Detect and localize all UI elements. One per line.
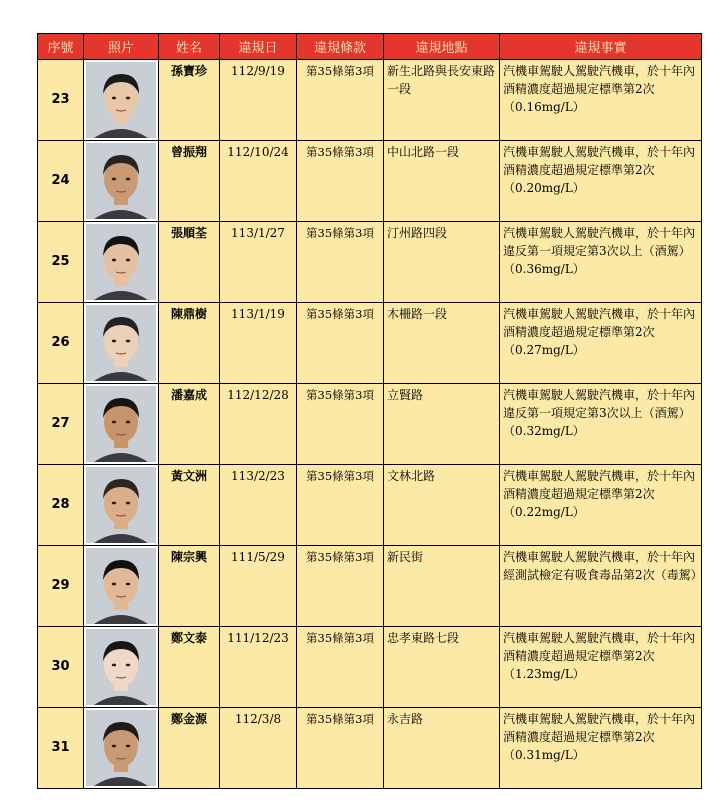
row-seq: 23 (38, 60, 84, 141)
row-seq: 25 (38, 222, 84, 303)
portrait-photo (86, 224, 156, 300)
row-seq: 28 (38, 465, 84, 546)
row-photo (84, 141, 159, 222)
row-fact: 汽機車駕駛人駕駛汽機車，於十年內酒精濃度超過規定標準第2次（0.20mg/L） (500, 141, 702, 222)
table-body (38, 60, 702, 789)
row-fact: 汽機車駕駛人駕駛汽機車，於十年內酒精濃度超過規定標準第2次（0.27mg/L） (500, 303, 702, 384)
row-date: 113/1/27 (220, 222, 297, 303)
row-name: 張順荃 (159, 222, 220, 303)
portrait-photo (86, 467, 156, 543)
row-fact: 汽機車駕駛人駕駛汽機車，於十年內酒精濃度超過規定標準第2次（1.23mg/L） (500, 627, 702, 708)
portrait-photo (86, 548, 156, 624)
row-name: 黃文洲 (159, 465, 220, 546)
row-seq: 27 (38, 384, 84, 465)
row-name: 鄭文泰 (159, 627, 220, 708)
row-seq: 26 (38, 303, 84, 384)
row-location: 新民街 (384, 546, 500, 627)
violations-table (37, 33, 702, 789)
table-row (38, 384, 702, 465)
table-row (38, 708, 702, 789)
row-location: 木柵路一段 (384, 303, 500, 384)
row-fact: 汽機車駕駛人駕駛汽機車，於十年內違反第一項規定第3次以上（酒駕）（0.32mg/L） (500, 384, 702, 465)
portrait-photo (86, 62, 156, 138)
row-location: 忠孝東路七段 (384, 627, 500, 708)
row-name: 鄭金源 (159, 708, 220, 789)
row-seq: 24 (38, 141, 84, 222)
row-law: 第35條第3項 (297, 708, 384, 789)
table-row (38, 141, 702, 222)
row-date: 112/10/24 (220, 141, 297, 222)
row-law: 第35條第3項 (297, 627, 384, 708)
row-date: 112/12/28 (220, 384, 297, 465)
header-row (38, 34, 702, 60)
row-date: 112/3/8 (220, 708, 297, 789)
header-photo: 照片 (84, 34, 159, 60)
row-photo (84, 465, 159, 546)
portrait-photo (86, 305, 156, 381)
table-row (38, 60, 702, 141)
row-date: 111/12/23 (220, 627, 297, 708)
row-location: 立賢路 (384, 384, 500, 465)
row-law: 第35條第3項 (297, 384, 384, 465)
row-fact: 汽機車駕駛人駕駛汽機車，於十年內經測試檢定有吸食毒品第2次（毒駕） (500, 546, 702, 627)
row-name: 曾振翔 (159, 141, 220, 222)
header-name: 姓名 (159, 34, 220, 60)
row-law: 第35條第3項 (297, 546, 384, 627)
row-name: 陳宗興 (159, 546, 220, 627)
row-law: 第35條第3項 (297, 60, 384, 141)
row-photo (84, 708, 159, 789)
row-location: 文林北路 (384, 465, 500, 546)
row-date: 113/1/19 (220, 303, 297, 384)
row-law: 第35條第3項 (297, 465, 384, 546)
row-location: 新生北路與長安東路一段 (384, 60, 500, 141)
header-date: 違規日 (220, 34, 297, 60)
row-photo (84, 60, 159, 141)
row-law: 第35條第3項 (297, 303, 384, 384)
row-photo (84, 627, 159, 708)
row-fact: 汽機車駕駛人駕駛汽機車，於十年內違反第一項規定第3次以上（酒駕）（0.36mg/L） (500, 222, 702, 303)
portrait-photo (86, 710, 156, 786)
table-row (38, 222, 702, 303)
portrait-photo (86, 143, 156, 219)
table-header (38, 34, 702, 60)
row-seq: 29 (38, 546, 84, 627)
row-date: 112/9/19 (220, 60, 297, 141)
row-location: 中山北路一段 (384, 141, 500, 222)
table-row (38, 546, 702, 627)
row-date: 113/2/23 (220, 465, 297, 546)
table-row (38, 627, 702, 708)
row-name: 孫寶珍 (159, 60, 220, 141)
row-seq: 30 (38, 627, 84, 708)
row-seq: 31 (38, 708, 84, 789)
header-seq: 序號 (38, 34, 84, 60)
header-location: 違規地點 (384, 34, 500, 60)
row-law: 第35條第3項 (297, 141, 384, 222)
header-fact: 違規事實 (500, 34, 702, 60)
header-law: 違規條款 (297, 34, 384, 60)
row-name: 陳鼎樹 (159, 303, 220, 384)
row-photo (84, 546, 159, 627)
portrait-photo (86, 629, 156, 705)
row-photo (84, 222, 159, 303)
row-name: 潘嘉成 (159, 384, 220, 465)
row-fact: 汽機車駕駛人駕駛汽機車，於十年內酒精濃度超過規定標準第2次（0.31mg/L） (500, 708, 702, 789)
portrait-photo (86, 386, 156, 462)
row-law: 第35條第3項 (297, 222, 384, 303)
row-location: 汀州路四段 (384, 222, 500, 303)
row-date: 111/5/29 (220, 546, 297, 627)
row-fact: 汽機車駕駛人駕駛汽機車，於十年內酒精濃度超過規定標準第2次（0.16mg/L） (500, 60, 702, 141)
row-fact: 汽機車駕駛人駕駛汽機車，於十年內酒精濃度超過規定標準第2次（0.22mg/L） (500, 465, 702, 546)
row-photo (84, 384, 159, 465)
table-row (38, 303, 702, 384)
row-location: 永吉路 (384, 708, 500, 789)
row-photo (84, 303, 159, 384)
table-row (38, 465, 702, 546)
